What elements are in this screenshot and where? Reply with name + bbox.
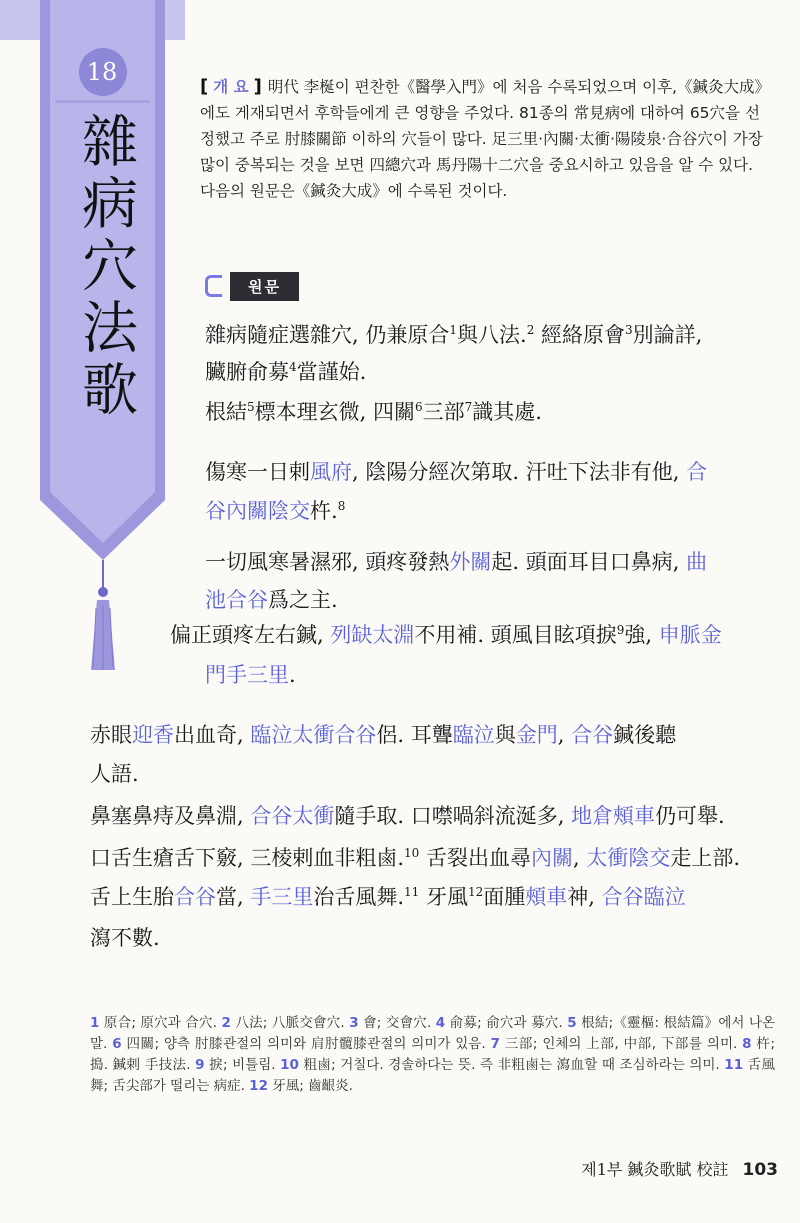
verse-line (205, 545, 707, 580)
verse-line (205, 318, 702, 353)
verse-text: 鍼後聽 (613, 723, 677, 747)
heading-bracket (205, 275, 222, 297)
footnote-number: 11 (724, 1057, 744, 1073)
acupoint-name: 合谷臨泣 (601, 885, 686, 909)
footnote-marker: 12 (468, 885, 484, 899)
verse-text: 經絡原會 (534, 323, 626, 347)
footnote-marker: 6 (415, 400, 423, 414)
vertical-title: 雜病穴法歌 (73, 112, 138, 422)
verse-line (205, 583, 338, 618)
verse-text: 一切風寒暑濕邪, 頭疼發熱 (205, 550, 450, 574)
intro-paragraph (200, 74, 770, 204)
verse-line (90, 841, 740, 876)
verse-text: 標本理玄微, 四關 (254, 400, 415, 424)
intro-text: 明代 李梴이 편찬한《醫學入門》에 처음 수록되었으며 이후,《鍼灸大成》에도 게재되면서 후학들에게 큰 영향을 주었다. 81종의 常見病에 대하여 65穴을 선정했고 주로 肘膝關節 이하의 穴들이 많다. 足三里·內關·太衝·陽陵泉·合谷穴이 가장 많이 중복되는 것을 보면 四總穴과 馬丹陽十二穴을 중요시하고 있음을 알 수 있다. 다음의 원문은《鍼灸大成》에 수록된 것이다. (200, 78, 770, 200)
verse-text: 鼻塞鼻痔及鼻淵, (90, 804, 251, 828)
verse-text: , (557, 723, 572, 747)
footnote-text: 根結;《靈樞: 根結篇》에서 나온 말. (90, 1015, 775, 1052)
verse-line (90, 921, 160, 956)
verse-text: 隨手取. 口噤喎斜流涎多, (334, 804, 572, 828)
verse-text: 與 (494, 723, 516, 747)
footnote-marker: 8 (337, 499, 346, 513)
verse-text: , 陰陽分經次第取. 汗吐下法非有他, (352, 460, 687, 484)
verse-text: 人語. (90, 762, 139, 786)
footnote-number: 12 (249, 1078, 268, 1094)
footnote-number: 10 (280, 1057, 299, 1073)
verse-line (90, 757, 139, 792)
verse-line (90, 718, 676, 753)
footnote-marker: 5 (247, 400, 255, 414)
verse-line (205, 355, 366, 390)
footnote-item (436, 1015, 568, 1031)
running-title: 제1부 鍼灸歌賦 校註 (581, 1160, 729, 1179)
verse-text: 治舌風舞. (313, 885, 405, 909)
acupoint-name: 內關 (531, 846, 573, 870)
acupoint-name: 曲 (686, 550, 708, 574)
footnote-marker: 3 (625, 323, 633, 337)
verse-line (90, 799, 725, 834)
footnote-text: 三部; 인체의 上部, 中部, 下部를 의미. (499, 1036, 743, 1052)
footnotes (90, 1013, 775, 1097)
verse-text: . (289, 663, 296, 687)
verse-text: 臟腑俞募 (205, 360, 289, 384)
verse-line (90, 880, 686, 915)
verse-text: 雜病隨症選雜穴, 仍兼原合 (205, 323, 450, 347)
verse-text: 口舌生瘡舌下竅, 三棱剌血非粗鹵. (90, 846, 405, 870)
footnote-text: 會; 交會穴. (358, 1015, 436, 1031)
footnote-marker: 9 (616, 623, 625, 637)
footnote-text: 舌風舞; 舌尖部가 떨리는 病症. (90, 1057, 775, 1094)
verse-text: 起. 頭面耳目口鼻病, (491, 550, 687, 574)
verse-text: 根結 (205, 400, 247, 424)
verse-line (205, 395, 542, 430)
acupoint-name: 地倉頰車 (571, 804, 656, 828)
footnote-number: 1 (90, 1015, 100, 1031)
acupoint-name: 金門 (515, 723, 558, 747)
acupoint-name: 臨泣太衝合谷 (250, 723, 377, 747)
acupoint-name: 合谷太衝 (250, 804, 335, 828)
verse-line (205, 494, 345, 529)
acupoint-name: 風府 (310, 460, 352, 484)
footnote-item (280, 1057, 724, 1073)
verse-text: 牙風 (419, 885, 469, 909)
overview-tag: [ 개 요 ] (200, 74, 262, 100)
footnote-number: 7 (490, 1036, 500, 1052)
verse-text: 舌上生胎 (90, 885, 174, 909)
overview-tag-label: 개 요 (213, 78, 249, 96)
verse-line (205, 658, 296, 693)
acupoint-name: 合谷 (571, 723, 614, 747)
footnote-marker: 4 (289, 360, 297, 374)
acupoint-name: 列缺太淵 (330, 623, 415, 647)
footnote-text: 原合; 原穴과 合穴. (99, 1015, 222, 1031)
page-footer (581, 1157, 778, 1180)
footnote-marker: 2 (526, 323, 535, 337)
acupoint-name: 外關 (449, 550, 492, 574)
footnote-item (491, 1036, 743, 1052)
footnote-number: 9 (195, 1057, 205, 1073)
footnote-text: 八法; 八脈交會穴. (230, 1015, 350, 1031)
verse-text: 侶. 耳聾 (376, 723, 453, 747)
footnote-marker: 11 (404, 885, 420, 899)
acupoint-name: 谷內關陰交 (205, 499, 310, 523)
verse-text: 當, (216, 885, 251, 909)
original-text-label: 원문 (230, 272, 299, 301)
verse-text: 偏正頭疼左右鍼, (170, 623, 331, 647)
footnote-number: 5 (567, 1015, 577, 1031)
acupoint-name: 臨泣 (452, 723, 495, 747)
footnote-item (90, 1015, 222, 1031)
verse-text: 與八法. (457, 323, 527, 347)
section-number-badge: 18 (86, 58, 118, 86)
footnote-marker: 10 (404, 846, 420, 860)
footnote-text: 捩; 비틀림. (204, 1057, 281, 1073)
acupoint-name: 合谷 (174, 885, 216, 909)
verse-text: 杵. (310, 499, 338, 523)
verse-text: 強, (624, 623, 659, 647)
verse-text: 出血奇, (174, 723, 251, 747)
acupoint-name: 申脈金 (658, 623, 722, 647)
footnote-marker: 7 (464, 400, 473, 414)
footnote-text: 四關; 양측 肘膝관절의 의미와 肩肘髖膝관절의 의미가 있음. (121, 1036, 491, 1052)
verse-text: 不用補. 頭風目眩項捩 (414, 623, 617, 647)
verse-text: 三部 (422, 400, 465, 424)
verse-text: 識其處. (472, 400, 542, 424)
footnote-item (222, 1015, 350, 1031)
acupoint-name: 手三里 (250, 885, 314, 909)
footnote-text: 牙風; 齒齦炎. (267, 1078, 353, 1094)
footnote-number: 6 (112, 1036, 122, 1052)
original-text-heading (205, 272, 299, 300)
verse-text: 仍可舉. (655, 804, 725, 828)
footnote-text: 俞募; 俞穴과 募穴. (445, 1015, 568, 1031)
footnote-item (112, 1036, 490, 1052)
footnote-item (195, 1057, 280, 1073)
verse-text: 面腫 (483, 885, 526, 909)
verse-text: 爲之主. (268, 588, 338, 612)
verse-text: 走上部. (670, 846, 741, 870)
footnote-marker: 1 (449, 323, 457, 337)
acupoint-name: 頰車 (525, 885, 568, 909)
footnote-text: 杵; 搗. 鍼剌 手技法. (90, 1036, 776, 1073)
verse-text: 傷寒一日剌 (205, 460, 310, 484)
footnote-text: 粗鹵; 거칠다. 경솔하다는 뜻. 즉 非粗鹵는 瀉血할 때 조심하라는 의미. (298, 1057, 725, 1073)
verse-text: 神, (567, 885, 602, 909)
verse-line (205, 455, 707, 490)
verse-text: 舌裂出血尋 (419, 846, 531, 870)
verse-text: 別論詳, (632, 323, 703, 347)
acupoint-name: 池合谷 (205, 588, 268, 612)
footnote-number: 4 (435, 1015, 446, 1031)
footnote-number: 8 (742, 1036, 752, 1052)
acupoint-name: 門手三里 (205, 663, 289, 687)
footnote-item (349, 1015, 436, 1031)
page-number: 103 (742, 1160, 778, 1180)
verse-text: , (573, 846, 587, 870)
verse-line (170, 618, 722, 653)
acupoint-name: 迎香 (132, 723, 174, 747)
footnote-item (249, 1078, 353, 1094)
acupoint-name: 太衝陰交 (586, 846, 671, 870)
footnote-number: 2 (221, 1015, 231, 1031)
footnote-number: 3 (349, 1015, 359, 1031)
verse-text: 瀉不數. (90, 926, 160, 950)
verse-text: 赤眼 (90, 723, 132, 747)
verse-text: 當謹始. (296, 360, 367, 384)
acupoint-name: 合 (686, 460, 708, 484)
